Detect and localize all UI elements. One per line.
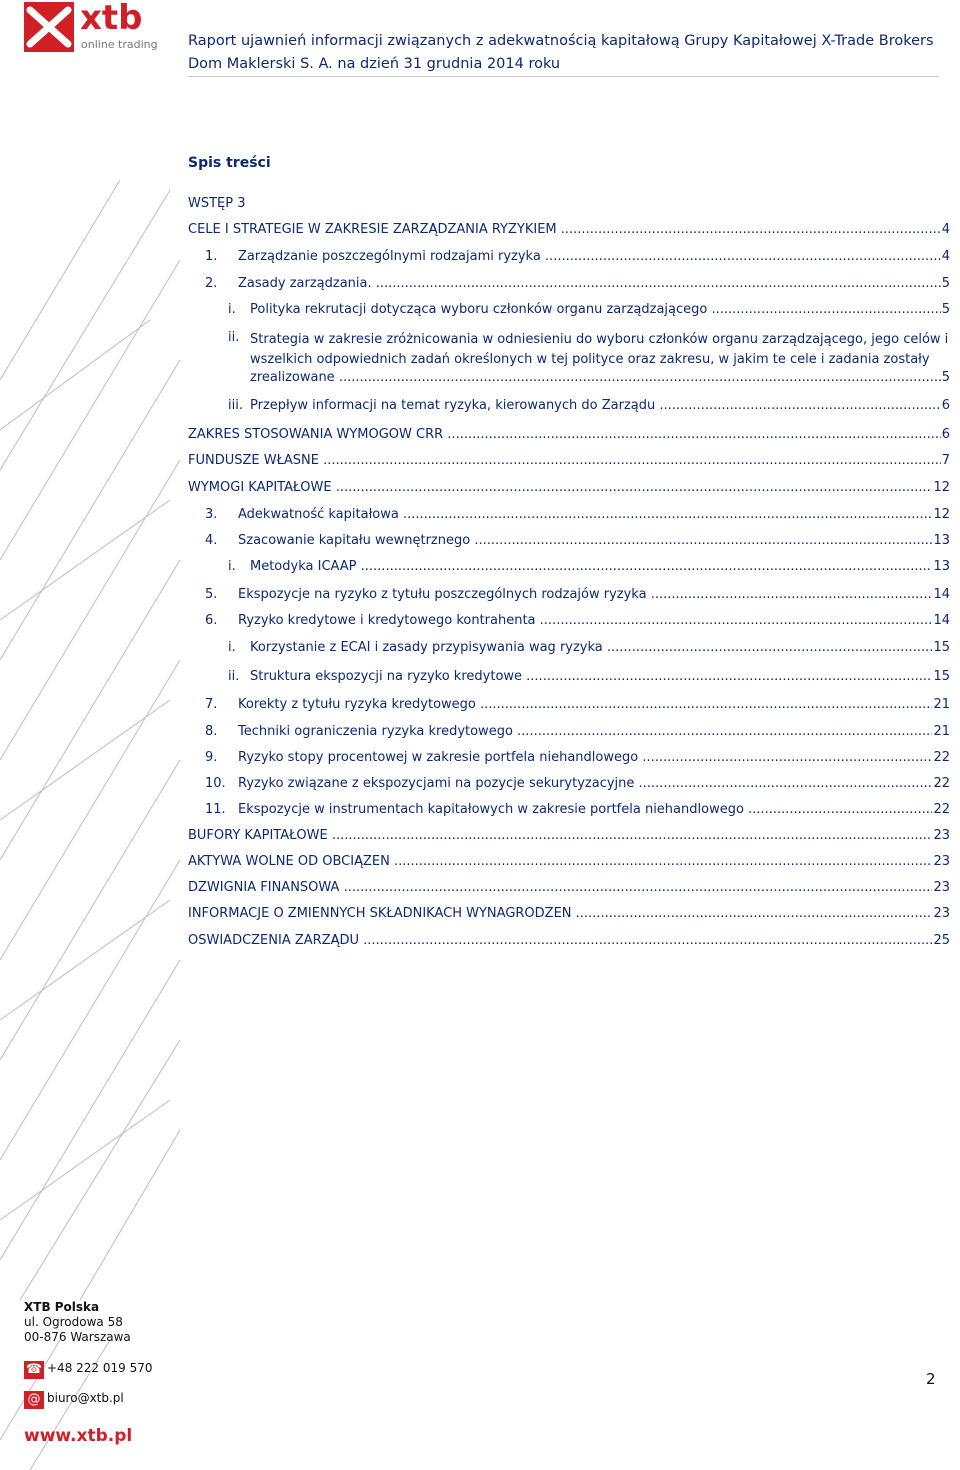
- footer-phone: +48 222 019 570: [47, 1361, 153, 1375]
- toc-entry-label: BUFORY KAPITAŁOWE .....: [188, 828, 932, 843]
- toc-entry-label: Polityka rekrutacji dotycząca wyboru członków organu zarządzającego .....: [250, 302, 941, 317]
- toc-entry-label: Techniki ograniczenia ryzyka kredytowego .....: [238, 724, 932, 739]
- header-title-line1: Raport ujawnień informacji związanych z adekwatnością kapitałową Grupy Kapitałowej X-Trade Brokers: [188, 33, 934, 49]
- toc-entry[interactable]: [188, 222, 950, 237]
- toc-entry-number: 7.: [205, 697, 218, 712]
- toc-entry-page: 23: [933, 880, 950, 895]
- toc-entry-label: CELE I STRATEGIE W ZAKRESIE ZARZĄDZANIA RYZYKIEM .....: [188, 222, 941, 237]
- toc-entry-page: 12: [933, 480, 950, 495]
- toc-entry[interactable]: [188, 196, 950, 211]
- toc-entry-number: 3.: [205, 507, 218, 522]
- toc-entry-label: Ekspozycje w instrumentach kapitałowych w zakresie portfela niehandlowego .....: [238, 802, 932, 817]
- toc-entry[interactable]: [238, 276, 950, 291]
- toc-entry-label: Ryzyko kredytowe i kredytowego kontrahenta .....: [238, 613, 932, 628]
- toc-entry[interactable]: [238, 697, 950, 712]
- toc-entry[interactable]: [188, 906, 950, 921]
- toc-entry-page: 23: [933, 828, 950, 843]
- toc-entry[interactable]: [188, 427, 950, 442]
- toc-entry[interactable]: [238, 724, 950, 739]
- footer-city: 00-876 Warszawa: [24, 1330, 131, 1344]
- toc-entry-label: WYMOGI KAPITAŁOWE .....: [188, 480, 932, 495]
- toc-entry-number: iii.: [228, 398, 243, 413]
- toc-entry-label: Ekspozycje na ryzyko z tytułu poszczególnych rodzajów ryzyka .....: [238, 587, 932, 602]
- toc-entry-label: Korekty z tytułu ryzyka kredytowego .....: [238, 697, 932, 712]
- toc-entry[interactable]: [238, 802, 950, 817]
- toc-entry-page: 5: [941, 302, 950, 317]
- toc-entry-label: WSTĘP 3: [188, 196, 246, 211]
- toc-entry-page: 4: [941, 222, 950, 237]
- toc-entry-label-end: zrealizowane .....: [250, 370, 941, 385]
- toc-entry[interactable]: [238, 750, 950, 765]
- toc-entry[interactable]: [188, 453, 950, 468]
- toc-entry-page: 15: [933, 669, 950, 684]
- document-header: [188, 30, 934, 76]
- toc-entry[interactable]: [250, 640, 950, 655]
- toc-entry[interactable]: [250, 398, 950, 413]
- toc-entry-page: 7: [941, 453, 950, 468]
- toc-entry-label: Metodyka ICAAP .....: [250, 559, 932, 574]
- phone-icon: ☎: [25, 1362, 43, 1377]
- toc-entry-number: ii.: [228, 669, 240, 684]
- toc-entry-page: 12: [933, 507, 950, 522]
- toc-entry-continuation[interactable]: [250, 370, 950, 385]
- toc-entry-page: 13: [933, 533, 950, 548]
- toc-entry[interactable]: [188, 854, 950, 869]
- toc-entry-page: 5: [941, 276, 950, 291]
- toc-entry-number: i.: [228, 559, 236, 574]
- toc-entry-label: Strategia w zakresie zróżnicowania w odniesieniu do wyboru członków organu zarządzającego, jego celów i wszelkich odpowiednich zadań określonych w tej polityce oraz zakresu, w jakim te cele i zadania zostały: [250, 332, 949, 367]
- toc-entry[interactable]: [238, 507, 950, 522]
- footer-street: ul. Ogrodowa 58: [24, 1315, 123, 1329]
- toc-entry-number: ii.: [228, 330, 240, 345]
- toc-entry[interactable]: [238, 776, 950, 791]
- toc-entry[interactable]: [238, 249, 950, 264]
- toc-entry-page: 15: [933, 640, 950, 655]
- toc-entry-page: 23: [933, 854, 950, 869]
- logo-tagline: online trading: [81, 38, 158, 51]
- toc-entry[interactable]: [188, 880, 950, 895]
- toc-entry-label: Przepływ informacji na temat ryzyka, kierowanych do Zarządu .....: [250, 398, 941, 413]
- footer-email[interactable]: biuro@xtb.pl: [47, 1391, 124, 1405]
- toc-entry-page: 5: [941, 370, 950, 385]
- toc-entry-page: 25: [933, 933, 950, 948]
- toc-entry-label: Ryzyko stopy procentowej w zakresie portfela niehandlowego .....: [238, 750, 932, 765]
- toc-entry[interactable]: [250, 669, 950, 684]
- toc-entry-label: Ryzyko związane z ekspozycjami na pozycje sekurytyzacyjne .....: [238, 776, 932, 791]
- toc-entry-label: Korzystanie z ECAI i zasady przypisywania wag ryzyka .....: [250, 640, 932, 655]
- toc-entry[interactable]: [250, 302, 950, 317]
- toc-entry-page: 13: [933, 559, 950, 574]
- toc-entry-number: 10.: [205, 776, 226, 791]
- toc-entry-number: 11.: [205, 802, 226, 817]
- toc-entry[interactable]: [250, 559, 950, 574]
- toc-entry-number: 2.: [205, 276, 218, 291]
- toc-entry-number: 1.: [205, 249, 218, 264]
- email-icon: @: [24, 1391, 44, 1409]
- toc-entry-label: Zasady zarządzania. .....: [238, 276, 941, 291]
- toc-entry-number: 4.: [205, 533, 218, 548]
- toc-entry-page: 23: [933, 906, 950, 921]
- page-number: 2: [926, 1370, 936, 1388]
- toc-entry-label: ZAKRES STOSOWANIA WYMOGÓW CRR .....: [188, 427, 941, 442]
- footer-company: XTB Polska: [24, 1300, 100, 1314]
- toc-entry-page: 14: [933, 613, 950, 628]
- toc-entry-number: i.: [228, 302, 236, 317]
- header-title-line2: Dom Maklerski S. A. na dzień 31 grudnia 2014 roku: [188, 56, 561, 72]
- logo-wordmark: xtb: [80, 0, 143, 38]
- toc-entry-label: Zarządzanie poszczególnymi rodzajami ryzyka .....: [238, 249, 941, 264]
- toc-entry-number: 8.: [205, 724, 218, 739]
- toc-entry-label: Szacowanie kapitału wewnętrznego .....: [238, 533, 932, 548]
- toc-entry[interactable]: [238, 533, 950, 548]
- toc-title: Spis treści: [188, 155, 271, 171]
- toc-entry[interactable]: [188, 828, 950, 843]
- toc-entry-label: FUNDUSZE WŁASNE .....: [188, 453, 941, 468]
- toc-entry-label: Adekwatność kapitałowa .....: [238, 507, 932, 522]
- toc-entry-number: 6.: [205, 613, 218, 628]
- toc-entry-page: 14: [933, 587, 950, 602]
- toc-entry-page: 6: [941, 427, 950, 442]
- toc-entry-page: 22: [933, 750, 950, 765]
- logo-emblem: [24, 2, 74, 52]
- xtb-logo: [24, 2, 164, 54]
- toc-entry-label: OŚWIADCZENIA ZARZĄDU .....: [188, 933, 932, 948]
- toc-entry-number: i.: [228, 640, 236, 655]
- toc-entry-page: 4: [941, 249, 950, 264]
- toc-entry-number: 9.: [205, 750, 218, 765]
- toc-entry[interactable]: [188, 933, 950, 948]
- toc-entry-page: 21: [933, 697, 950, 712]
- toc-entry-label: Struktura ekspozycji na ryzyko kredytowe .....: [250, 669, 932, 684]
- header-divider: [188, 76, 938, 77]
- toc-entry-label: INFORMACJE O ZMIENNYCH SKŁADNIKACH WYNAGRODZEŃ .....: [188, 906, 932, 921]
- toc-entry-label: AKTYWA WOLNE OD OBCIĄŻEŃ .....: [188, 854, 932, 869]
- toc-entry-page: 22: [933, 802, 950, 817]
- toc-entry-label: DŹWIGNIA FINANSOWA .....: [188, 880, 932, 895]
- toc-entry[interactable]: [188, 480, 950, 495]
- toc-entry[interactable]: [238, 613, 950, 628]
- toc-entry-page: 22: [933, 776, 950, 791]
- toc-entry-page: 21: [933, 724, 950, 739]
- footer-website[interactable]: www.xtb.pl: [24, 1426, 133, 1446]
- toc-entry-number: 5.: [205, 587, 218, 602]
- toc-entry[interactable]: [238, 587, 950, 602]
- toc-entry-page: 6: [941, 398, 950, 413]
